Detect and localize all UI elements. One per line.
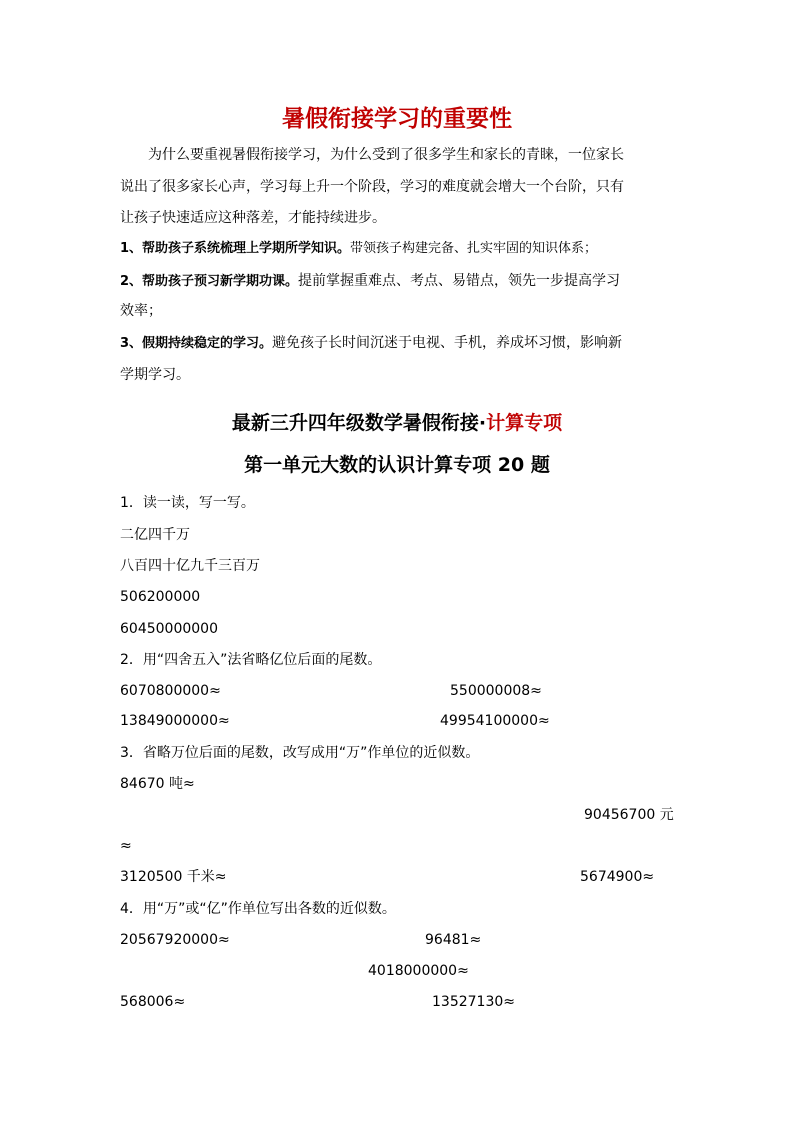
point-heading: 2、帮助孩子预习新学期功课。 xyxy=(120,274,299,289)
question-prompt: 2．用“四舍五入”法省略亿位后面的尾数。 xyxy=(120,652,382,668)
question-item: 568006≈ xyxy=(120,994,186,1010)
intro-paragraph-line: 说出了很多家长心声，学习每上升一个阶段，学习的难度就会增大一个台阶，只有 xyxy=(120,179,624,195)
point-item xyxy=(120,240,597,258)
intro-paragraph-line: 为什么要重视暑假衔接学习，为什么受到了很多学生和家长的青睐，一位家长 xyxy=(148,147,624,163)
point-text-continued: 效率； xyxy=(120,303,162,319)
question-item: 4018000000≈ xyxy=(368,963,469,979)
question-item: 20567920000≈ xyxy=(120,932,230,948)
question-item: 84670 吨≈ xyxy=(120,776,195,792)
question-item: 13527130≈ xyxy=(432,994,515,1010)
point-text: 提前掌握重难点、考点、易错点，领先一步提高学习 xyxy=(298,273,621,289)
point-text-continued: 学期学习。 xyxy=(120,367,190,383)
point-heading: 1、帮助孩子系统梳理上学期所学知识。 xyxy=(120,241,351,256)
question-prompt: 4．用“万”或“亿”作单位写出各数的近似数。 xyxy=(120,901,396,917)
question-item: 506200000 xyxy=(120,589,201,605)
question-item: 二亿四千万 xyxy=(120,527,190,543)
question-item: 49954100000≈ xyxy=(440,713,550,729)
question-item: 6070800000≈ xyxy=(120,683,221,699)
section-heading-main: 最新三升四年级数学暑假衔接 xyxy=(231,412,479,434)
section-heading-accent: 计算专项 xyxy=(486,412,563,434)
question-item: 5674900≈ xyxy=(580,869,655,885)
question-item: 550000008≈ xyxy=(450,683,542,699)
section-subheading: 第一单元大数的认识计算专项 20 题 xyxy=(244,454,550,476)
question-item: 60450000000 xyxy=(120,621,218,637)
section-heading xyxy=(0,410,794,436)
question-item: 90456700 元 xyxy=(584,807,674,823)
question-item: 96481≈ xyxy=(425,932,482,948)
question-prompt: 1．读一读，写一写。 xyxy=(120,495,255,511)
point-item xyxy=(120,334,622,353)
point-text: 避免孩子长时间沉迷于电视、手机，养成坏习惯，影响新 xyxy=(272,335,623,351)
question-item: 3120500 千米≈ xyxy=(120,869,227,885)
page-title: 暑假衔接学习的重要性 xyxy=(282,106,512,132)
question-item: 八百四十亿九千三百万 xyxy=(120,558,260,574)
question-prompt: 3．省略万位后面的尾数，改写成用“万”作单位的近似数。 xyxy=(120,745,480,761)
point-text: 带领孩子构建完备、扎实牢固的知识体系； xyxy=(350,241,598,256)
intro-paragraph-line: 让孩子快速适应这种落差，才能持续进步。 xyxy=(120,210,386,226)
question-item: 13849000000≈ xyxy=(120,713,230,729)
section-heading-dot: · xyxy=(478,412,487,434)
point-item xyxy=(120,272,620,291)
question-item: ≈ xyxy=(120,838,132,854)
point-heading: 3、假期持续稳定的学习。 xyxy=(120,336,273,351)
